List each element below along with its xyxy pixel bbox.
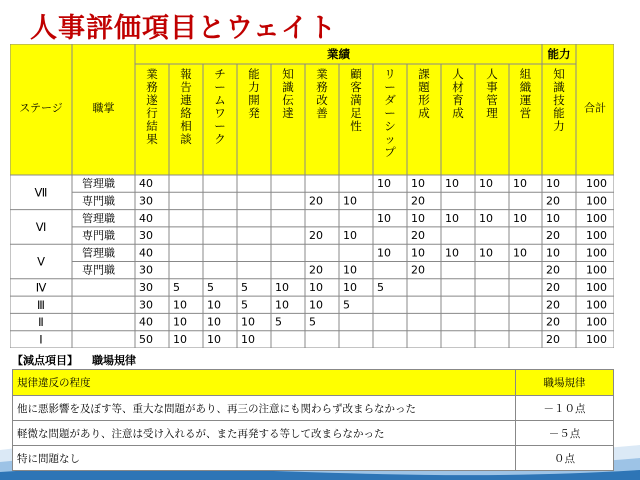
weight-cell: 20: [309, 229, 323, 243]
svg-text:ー: ー: [214, 80, 226, 94]
total-cell: 100: [586, 229, 607, 243]
svg-text:題: 題: [418, 80, 430, 94]
svg-text:ー: ー: [384, 106, 396, 120]
weight-cell: 40: [139, 315, 153, 329]
svg-text:発: 発: [248, 106, 260, 120]
weight-cell: 20: [546, 298, 560, 312]
weight-cell: 10: [513, 177, 527, 191]
stage-label: Ⅳ: [35, 280, 47, 295]
svg-text:識: 識: [282, 80, 294, 94]
svg-text:育: 育: [452, 93, 464, 107]
total-cell: 100: [586, 280, 607, 294]
weight-cell: 10: [411, 211, 425, 225]
deduction-row: [13, 396, 614, 421]
total-cell: 100: [586, 177, 607, 191]
svg-text:人: 人: [452, 67, 464, 81]
svg-text:形: 形: [418, 93, 430, 107]
stage-label: Ⅴ: [37, 254, 45, 269]
svg-text:運: 運: [519, 93, 532, 107]
svg-text:満: 満: [350, 93, 362, 107]
deduction-desc: 他に悪影響を及ぼす等、重大な問題があり、再三の注意にも関わらず改まらなかった: [13, 396, 516, 421]
svg-text:力: 力: [553, 119, 565, 133]
weight-cell: 10: [241, 315, 255, 329]
deduction-desc: 軽微な問題があり、注意は受け入れるが、また再発する等して改まらなかった: [13, 421, 516, 446]
svg-text:力: 力: [248, 80, 260, 94]
header-item-6: [316, 67, 328, 120]
deduction-row: [13, 446, 614, 471]
svg-text:成: 成: [452, 106, 464, 120]
stage-label: Ⅰ: [39, 332, 43, 347]
weight-cell: 5: [343, 298, 350, 312]
weight-cell: 10: [445, 211, 459, 225]
svg-text:組: 組: [519, 67, 532, 81]
weight-cell: 10: [343, 229, 357, 243]
weight-cell: 10: [411, 177, 425, 191]
stage-label: Ⅵ: [35, 219, 47, 234]
svg-text:務: 務: [316, 80, 328, 94]
total-cell: 100: [586, 211, 607, 225]
svg-text:ー: ー: [214, 119, 226, 133]
weight-cell: 10: [207, 315, 221, 329]
weight-cell: 20: [546, 280, 560, 294]
svg-text:善: 善: [316, 106, 328, 120]
header-item-4: [248, 67, 260, 120]
weight-cell: 20: [546, 263, 560, 277]
svg-text:能: 能: [248, 67, 260, 81]
weight-cell: 30: [139, 263, 153, 277]
weight-cell: 20: [309, 263, 323, 277]
weight-cell: 20: [411, 194, 425, 208]
header-item-1: [146, 67, 158, 146]
weight-cell: 20: [309, 194, 323, 208]
stage-label: Ⅲ: [37, 297, 45, 312]
stage-label: Ⅱ: [38, 315, 44, 330]
deduction-label: 【減点項目】: [12, 354, 78, 367]
svg-text:務: 務: [146, 80, 158, 94]
svg-text:改: 改: [316, 93, 328, 107]
header-item-3: [214, 67, 226, 146]
header-group-performance: 業績: [327, 47, 350, 61]
svg-text:絡: 絡: [180, 106, 192, 120]
svg-text:知: 知: [553, 67, 565, 81]
weight-cell: 10: [275, 298, 289, 312]
weight-cell: 10: [479, 177, 493, 191]
weight-cell: 40: [139, 177, 153, 191]
weight-cell: 30: [139, 194, 153, 208]
position-label: 専門職: [82, 194, 115, 208]
svg-text:相: 相: [180, 119, 192, 133]
weight-cell: 10: [207, 298, 221, 312]
weight-cell: 5: [275, 315, 282, 329]
svg-text:チ: チ: [214, 67, 226, 81]
total-cell: 100: [586, 246, 607, 260]
weight-cell: 10: [546, 211, 560, 225]
svg-text:成: 成: [418, 106, 430, 120]
position-label: 管理職: [82, 246, 115, 260]
weight-cell: 10: [377, 177, 391, 191]
weight-cell: 5: [241, 280, 248, 294]
weight-cell: 20: [411, 229, 425, 243]
svg-text:結: 結: [146, 119, 158, 133]
weight-cell: 20: [546, 229, 560, 243]
weight-cell: 5: [241, 298, 248, 312]
svg-text:リ: リ: [384, 67, 396, 81]
weight-cell: 20: [411, 263, 425, 277]
svg-text:シ: シ: [384, 119, 396, 133]
header-group-ability: 能力: [547, 47, 571, 61]
header-item-12: [520, 67, 532, 120]
weight-cell: 30: [139, 229, 153, 243]
weight-cell: 10: [513, 211, 527, 225]
weight-cell: 10: [343, 263, 357, 277]
header-total: 合計: [584, 101, 606, 115]
weight-cell: 10: [546, 177, 560, 191]
svg-text:ダ: ダ: [384, 93, 396, 107]
weight-cell: 10: [275, 280, 289, 294]
svg-text:技: 技: [553, 93, 565, 107]
header-stage: ステージ: [19, 101, 63, 115]
deduction-row: [13, 421, 614, 446]
svg-text:営: 営: [519, 106, 532, 120]
header-item-9: [418, 67, 430, 120]
total-cell: 100: [586, 194, 607, 208]
deduction-points: －５点: [516, 421, 614, 446]
position-label: 管理職: [82, 211, 115, 225]
deduction-table: [12, 369, 614, 471]
svg-text:ク: ク: [214, 132, 226, 146]
svg-text:ー: ー: [384, 80, 396, 94]
header-item-2: [180, 67, 192, 146]
weight-cell: 10: [513, 246, 527, 260]
svg-text:プ: プ: [384, 145, 396, 159]
weight-cell: 10: [173, 298, 187, 312]
deduction-points: ０点: [516, 446, 614, 471]
svg-text:客: 客: [350, 80, 362, 94]
page-title: 人事評価項目とウェイト: [30, 13, 337, 44]
position-label: 専門職: [82, 229, 115, 243]
weight-cell: 10: [343, 194, 357, 208]
header-item-7: [350, 67, 362, 133]
svg-text:織: 織: [519, 80, 532, 94]
deduction-desc: 特に問題なし: [13, 446, 516, 471]
deduction-header-points: 職場規律: [516, 370, 614, 396]
total-cell: 100: [586, 298, 607, 312]
svg-text:伝: 伝: [282, 93, 294, 107]
svg-text:足: 足: [350, 106, 362, 120]
svg-text:課: 課: [418, 67, 430, 81]
weight-cell: 50: [139, 332, 153, 346]
deduction-points: －１０点: [516, 396, 614, 421]
svg-text:業: 業: [146, 67, 158, 81]
weight-cell: 20: [546, 194, 560, 208]
svg-text:告: 告: [180, 80, 192, 94]
weight-cell: 20: [546, 332, 560, 346]
svg-text:顧: 顧: [350, 67, 362, 81]
weight-cell: 10: [343, 280, 357, 294]
header-item-10: [452, 67, 464, 120]
weight-cell: 10: [479, 246, 493, 260]
weight-cell: 10: [173, 315, 187, 329]
weight-cell: 10: [546, 246, 560, 260]
svg-text:能: 能: [553, 106, 565, 120]
header-item-5: [282, 67, 294, 120]
svg-text:業: 業: [316, 67, 328, 81]
total-cell: 100: [586, 315, 607, 329]
weight-cell: 5: [207, 280, 214, 294]
weight-cell: 30: [139, 298, 153, 312]
weight-cell: 10: [445, 246, 459, 260]
weight-cell: 5: [309, 315, 316, 329]
svg-text:管: 管: [486, 93, 498, 107]
weight-cell: 10: [173, 332, 187, 346]
svg-text:遂: 遂: [146, 93, 158, 107]
svg-text:報: 報: [180, 67, 192, 81]
weight-cell: 10: [411, 246, 425, 260]
position-label: 管理職: [82, 177, 115, 191]
weight-cell: 10: [377, 246, 391, 260]
weight-cell: 10: [241, 332, 255, 346]
svg-text:ッ: ッ: [384, 132, 396, 146]
svg-text:識: 識: [553, 80, 565, 94]
svg-text:達: 達: [282, 106, 294, 120]
svg-text:事: 事: [486, 80, 498, 94]
position-label: 専門職: [82, 263, 115, 277]
weight-cell: 20: [546, 315, 560, 329]
weight-cell: 30: [139, 280, 153, 294]
weight-cell: 10: [479, 211, 493, 225]
svg-text:果: 果: [146, 132, 158, 146]
weight-cell: 10: [445, 177, 459, 191]
weight-cell: 10: [309, 298, 323, 312]
svg-text:行: 行: [146, 106, 158, 120]
header-position: 職掌: [92, 101, 115, 115]
svg-text:理: 理: [486, 106, 498, 120]
svg-text:性: 性: [350, 119, 362, 133]
deduction-name: 職場規律: [92, 354, 136, 367]
header-item-11: [486, 67, 498, 120]
deduction-header-degree: 規律違反の程度: [13, 370, 516, 396]
svg-text:材: 材: [452, 80, 464, 94]
weight-cell: 10: [207, 332, 221, 346]
svg-text:ム: ム: [214, 93, 226, 107]
header-item-13: [553, 67, 565, 133]
total-cell: 100: [586, 332, 607, 346]
weight-cell: 5: [173, 280, 180, 294]
total-cell: 100: [586, 263, 607, 277]
svg-text:知: 知: [282, 67, 294, 81]
svg-text:開: 開: [248, 93, 260, 107]
svg-text:ワ: ワ: [214, 106, 226, 120]
weight-cell: 40: [139, 211, 153, 225]
evaluation-weight-table: [10, 44, 614, 348]
weight-cell: 40: [139, 246, 153, 260]
deduction-header-row: [13, 370, 614, 396]
header-item-8: [384, 67, 396, 159]
weight-cell: 5: [377, 280, 384, 294]
svg-text:連: 連: [180, 93, 192, 107]
weight-cell: 10: [377, 211, 391, 225]
svg-text:談: 談: [180, 132, 192, 146]
stage-label: Ⅶ: [34, 185, 48, 200]
weight-cell: 10: [309, 280, 323, 294]
deduction-heading: [12, 352, 136, 368]
svg-text:人: 人: [486, 67, 498, 81]
